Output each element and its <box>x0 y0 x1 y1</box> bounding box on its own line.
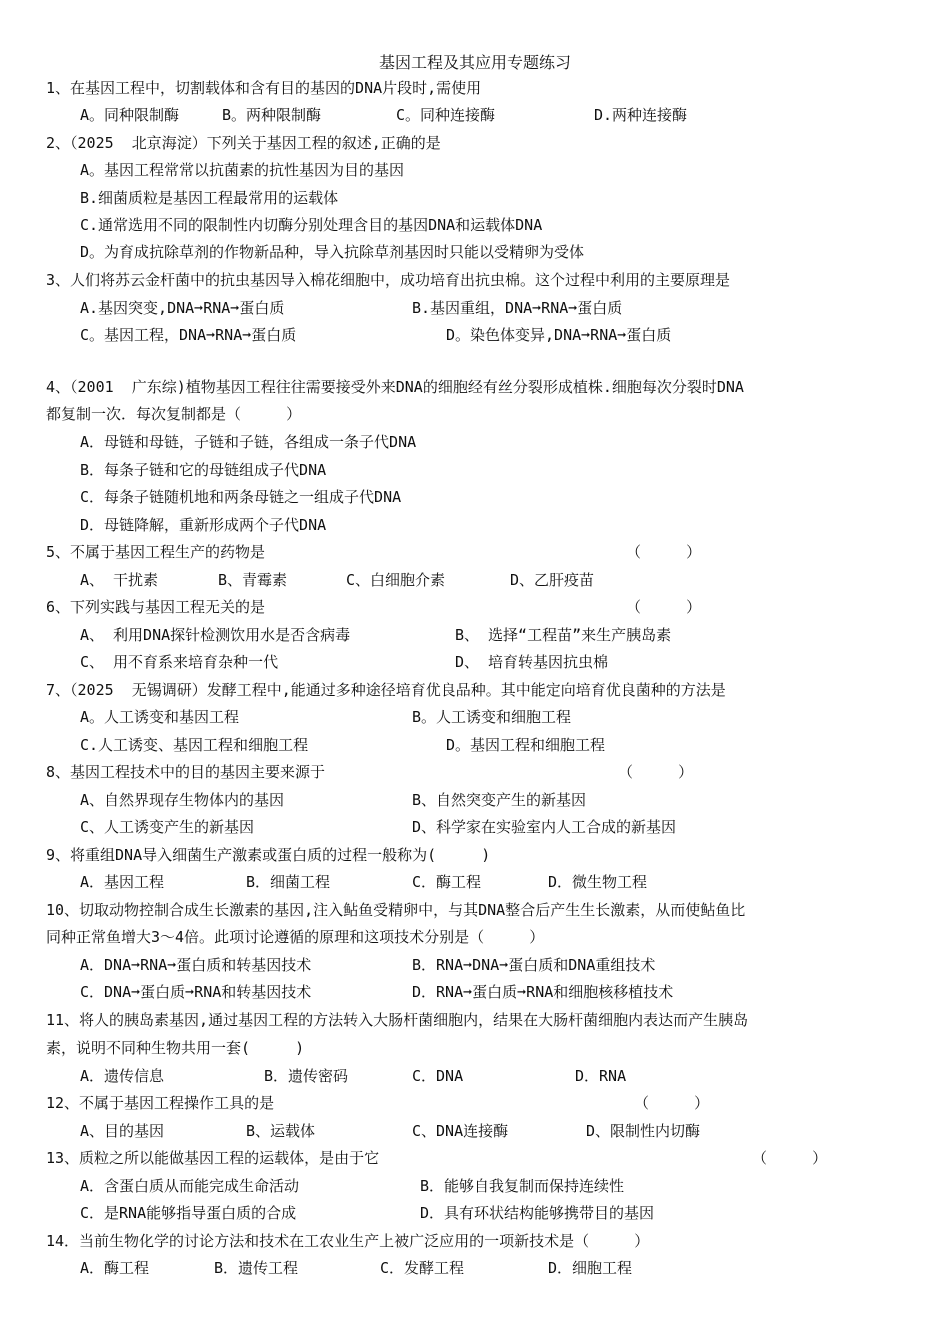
question-2-option-c: C.通常选用不同的限制性内切酶分别处理含目的基因DNA和运载体DNA <box>80 216 543 234</box>
question-3-option-c: C。基因工程，DNA➞RNA➞蛋白质 <box>80 326 297 344</box>
question-11-option-c: C．DNA <box>412 1067 464 1085</box>
question-13-option-d: D．具有环状结构能够携带目的基因 <box>420 1204 655 1222</box>
question-8-stem: 8、基因工程技术中的目的基因主要来源于 <box>46 763 326 781</box>
question-7-option-a: A。人工诱变和基因工程 <box>80 708 240 726</box>
question-5-stem: 5、不属于基因工程生产的药物是 <box>46 543 266 561</box>
question-6-answer-bracket: （ ） <box>626 598 702 616</box>
question-4-stem-continued: 都复制一次．每次复制都是（ ） <box>46 405 302 423</box>
question-1-option-d: D.两种连接酶 <box>594 106 688 124</box>
question-13-stem: 13、质粒之所以能做基因工程的运载体，是由于它 <box>46 1149 380 1167</box>
question-3-option-a: A.基因突变,DNA➞RNA➞蛋白质 <box>80 299 285 317</box>
question-7-option-c: C.人工诱变、基因工程和细胞工程 <box>80 736 309 754</box>
question-3-stem: 3、人们将苏云金杆菌中的抗虫基因导入棉花细胞中，成功培育出抗虫棉。这个过程中利用的主要原理是 <box>46 271 731 289</box>
question-4-stem: 4、（2001 广东综)植物基因工程往往需要接受外来DNA的细胞经有丝分裂形成植株.细胞每次分裂时DNA <box>46 378 744 396</box>
question-1-option-a: A。同种限制酶 <box>80 106 180 124</box>
question-9-stem: 9、将重组DNA导入细菌生产激素或蛋白质的过程一般称为( ) <box>46 846 491 864</box>
page-title: 基因工程及其应用专题练习 <box>378 53 571 72</box>
question-5-option-a: A、 干扰素 <box>80 571 159 589</box>
question-12-option-c: C、DNA连接酶 <box>412 1122 509 1140</box>
question-9-option-d: D．微生物工程 <box>548 873 648 891</box>
question-14-option-d: D．细胞工程 <box>548 1259 633 1277</box>
question-13-answer-bracket: （ ） <box>752 1149 828 1167</box>
question-6-option-b: B、 选择“工程苗”来生产胰岛素 <box>455 626 672 644</box>
question-10-option-d: D．RNA➞蛋白质➞RNA和细胞核移植技术 <box>412 983 674 1001</box>
question-10-stem: 10、切取动物控制合成生长激素的基因,注入鲇鱼受精卵中，与其DNA整合后产生生长激素，从而使鲇鱼比 <box>46 901 746 919</box>
question-11-option-a: A．遗传信息 <box>80 1067 165 1085</box>
question-7-stem: 7、（2025 无锡调研）发酵工程中,能通过多种途径培育优良品种。其中能定向培育优良菌种的方法是 <box>46 681 726 699</box>
question-1-stem: 1、在基因工程中，切割载体和含有目的基因的DNA片段时,需使用 <box>46 79 482 97</box>
question-8-answer-bracket: （ ） <box>618 763 694 781</box>
question-7-option-b: B。人工诱变和细胞工程 <box>412 708 572 726</box>
question-14-option-b: B．遗传工程 <box>214 1259 299 1277</box>
question-10-option-b: B．RNA➞DNA➞蛋白质和DNA重组技术 <box>412 956 656 974</box>
question-9-option-c: C．酶工程 <box>412 873 482 891</box>
question-2-option-a: A。基因工程常常以抗菌素的抗性基因为目的基因 <box>80 161 405 179</box>
question-14-option-a: A．酶工程 <box>80 1259 150 1277</box>
question-4-option-b: B．每条子链和它的母链组成子代DNA <box>80 461 327 479</box>
question-11-option-b: B．遗传密码 <box>264 1067 349 1085</box>
question-5-answer-bracket: （ ） <box>626 543 702 561</box>
question-3-option-b: B.基因重组，DNA➞RNA➞蛋白质 <box>412 299 623 317</box>
question-5-option-b: B、青霉素 <box>218 571 288 589</box>
question-10-option-c: C．DNA➞蛋白质➞RNA和转基因技术 <box>80 983 312 1001</box>
question-8-option-d: D、科学家在实验室内人工合成的新基因 <box>412 818 677 836</box>
question-4-option-c: C．每条子链随机地和两条母链之一组成子代DNA <box>80 488 402 506</box>
question-7-option-d: D。基因工程和细胞工程 <box>446 736 606 754</box>
question-8-option-b: B、自然突变产生的新基因 <box>412 791 587 809</box>
question-2-option-b: B.细菌质粒是基因工程最常用的运载体 <box>80 189 339 207</box>
question-10-stem-continued: 同种正常鱼增大3～4倍。此项讨论遵循的原理和这项技术分别是（ ） <box>46 928 545 946</box>
question-14-option-c: C．发酵工程 <box>380 1259 465 1277</box>
question-12-option-b: B、运载体 <box>246 1122 316 1140</box>
question-14-stem: 14．当前生物化学的讨论方法和技术在工农业生产上被广泛应用的一项新技术是（ ） <box>46 1232 650 1250</box>
question-5-option-d: D、乙肝疫苗 <box>510 571 595 589</box>
question-13-option-c: C．是RNA能够指导蛋白质的合成 <box>80 1204 297 1222</box>
question-12-stem: 12、不属于基因工程操作工具的是 <box>46 1094 275 1112</box>
question-4-option-a: A．母链和母链，子链和子链，各组成一条子代DNA <box>80 433 417 451</box>
question-6-option-c: C、 用不育系来培育杂种一代 <box>80 653 279 671</box>
question-1-option-b: B。两种限制酶 <box>222 106 322 124</box>
question-8-option-c: C、人工诱变产生的新基因 <box>80 818 255 836</box>
question-6-option-d: D、 培育转基因抗虫棉 <box>455 653 609 671</box>
question-12-answer-bracket: （ ） <box>634 1094 710 1112</box>
question-11-option-d: D．RNA <box>575 1067 627 1085</box>
question-2-option-d: D。为育成抗除草剂的作物新品种，导入抗除草剂基因时只能以受精卵为受体 <box>80 243 585 261</box>
question-2-stem: 2、（2025 北京海淀）下列关于基因工程的叙述,正确的是 <box>46 134 441 152</box>
question-9-option-b: B．细菌工程 <box>246 873 331 891</box>
question-13-option-b: B．能够自我复制而保持连续性 <box>420 1177 625 1195</box>
question-5-option-c: C、白细胞介素 <box>346 571 446 589</box>
question-8-option-a: A、自然界现存生物体内的基因 <box>80 791 285 809</box>
question-3-option-d: D。染色体变异,DNA➞RNA➞蛋白质 <box>446 326 672 344</box>
question-11-stem: 11、将人的胰岛素基因,通过基因工程的方法转入大肠杆菌细胞内，结果在大肠杆菌细胞内表达而产生胰岛 <box>46 1011 749 1029</box>
question-10-option-a: A．DNA➞RNA➞蛋白质和转基因技术 <box>80 956 312 974</box>
question-13-option-a: A．含蛋白质从而能完成生命活动 <box>80 1177 300 1195</box>
question-6-option-a: A、 利用DNA探针检测饮用水是否含病毒 <box>80 626 351 644</box>
question-12-option-d: D、限制性内切酶 <box>586 1122 701 1140</box>
question-6-stem: 6、下列实践与基因工程无关的是 <box>46 598 266 616</box>
question-9-option-a: A．基因工程 <box>80 873 165 891</box>
question-4-option-d: D．母链降解，重新形成两个子代DNA <box>80 516 327 534</box>
question-11-stem-continued: 素，说明不同种生物共用一套( ) <box>46 1039 305 1057</box>
question-12-option-a: A、目的基因 <box>80 1122 165 1140</box>
question-1-option-c: C。同种连接酶 <box>396 106 496 124</box>
